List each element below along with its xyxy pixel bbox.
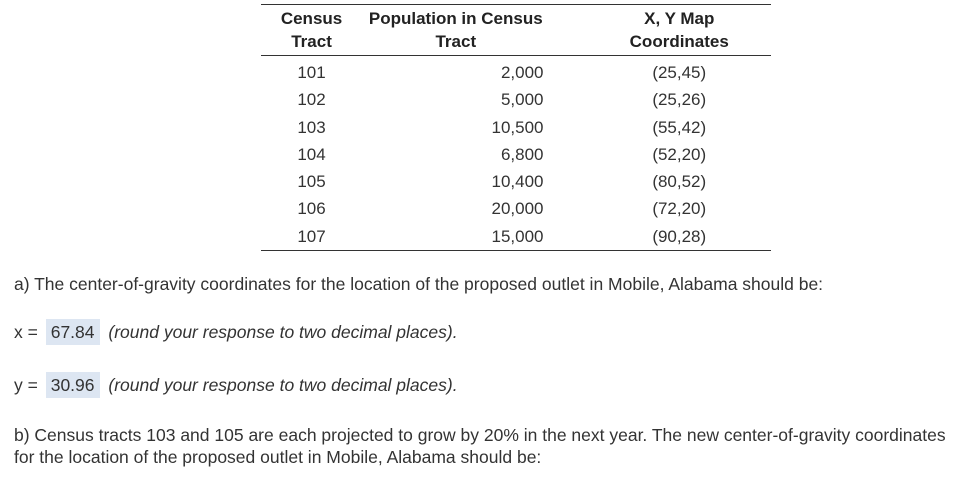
table-row (261, 195, 771, 222)
table-row (261, 223, 771, 251)
header-population (362, 5, 587, 56)
cell-population: 2,000 (500, 63, 544, 82)
answer-x-hint: (round your response to two decimal places). (108, 322, 458, 342)
header-population-line1: Population in Census (368, 9, 543, 28)
cell-coordinates: (55,42) (652, 117, 707, 137)
table-row (261, 114, 771, 141)
cell-tract: 106 (297, 199, 326, 219)
header-census-tract-line2: Tract (291, 32, 332, 51)
question-part-b: b) Census tracts 103 and 105 are each projected to grow by 20% in the next year. The new center-of-gravity coordinates for the location of the proposed outlet in Mobile, Alabama should be: (14, 425, 946, 467)
cell-tract: 101 (297, 63, 326, 82)
cell-tract: 107 (261, 223, 362, 251)
table-row (261, 141, 771, 168)
header-census-tract (261, 5, 362, 56)
header-census-tract-line1: Census (280, 9, 343, 28)
answer-x-line (14, 319, 458, 345)
cell-population: 5,000 (500, 90, 544, 110)
table-row (261, 56, 771, 87)
answer-y-line (14, 372, 458, 398)
answer-y-hint: (round your response to two decimal places). (108, 375, 458, 395)
header-coordinates (588, 5, 772, 56)
cell-coordinates: (80,52) (652, 172, 707, 192)
cell-population: 10,500 (491, 117, 544, 137)
header-coordinates-line2: Coordinates (629, 32, 729, 51)
cell-population: 10,400 (491, 172, 544, 192)
cell-coordinates: (52,20) (652, 144, 707, 164)
cell-tract: 104 (297, 144, 326, 164)
cell-coordinates: (25,45) (652, 63, 707, 82)
header-population-line2: Tract (435, 32, 477, 51)
answer-y-label: y = (14, 375, 38, 395)
cell-tract: 103 (297, 117, 326, 137)
answer-y-input[interactable]: 30.96 (46, 372, 100, 398)
cell-population: 20,000 (491, 199, 544, 219)
table-header-row (261, 5, 771, 56)
cell-tract: 102 (297, 90, 326, 110)
cell-coordinates: (25,26) (652, 90, 707, 110)
cell-coordinates: (72,20) (652, 199, 707, 219)
cell-coordinates: (90,28) (588, 223, 772, 251)
cell-population: 15,000 (362, 223, 587, 251)
census-table (261, 4, 771, 251)
answer-x-label: x = (14, 322, 38, 342)
cell-tract: 105 (297, 172, 326, 192)
header-coordinates-line1: X, Y Map (644, 9, 715, 28)
table-row (261, 86, 771, 113)
question-part-a: a) The center-of-gravity coordinates for the location of the proposed outlet in Mobile, Alabama should be: (14, 274, 824, 294)
cell-population: 6,800 (500, 144, 544, 164)
table-row (261, 168, 771, 195)
answer-x-input[interactable]: 67.84 (46, 319, 100, 345)
